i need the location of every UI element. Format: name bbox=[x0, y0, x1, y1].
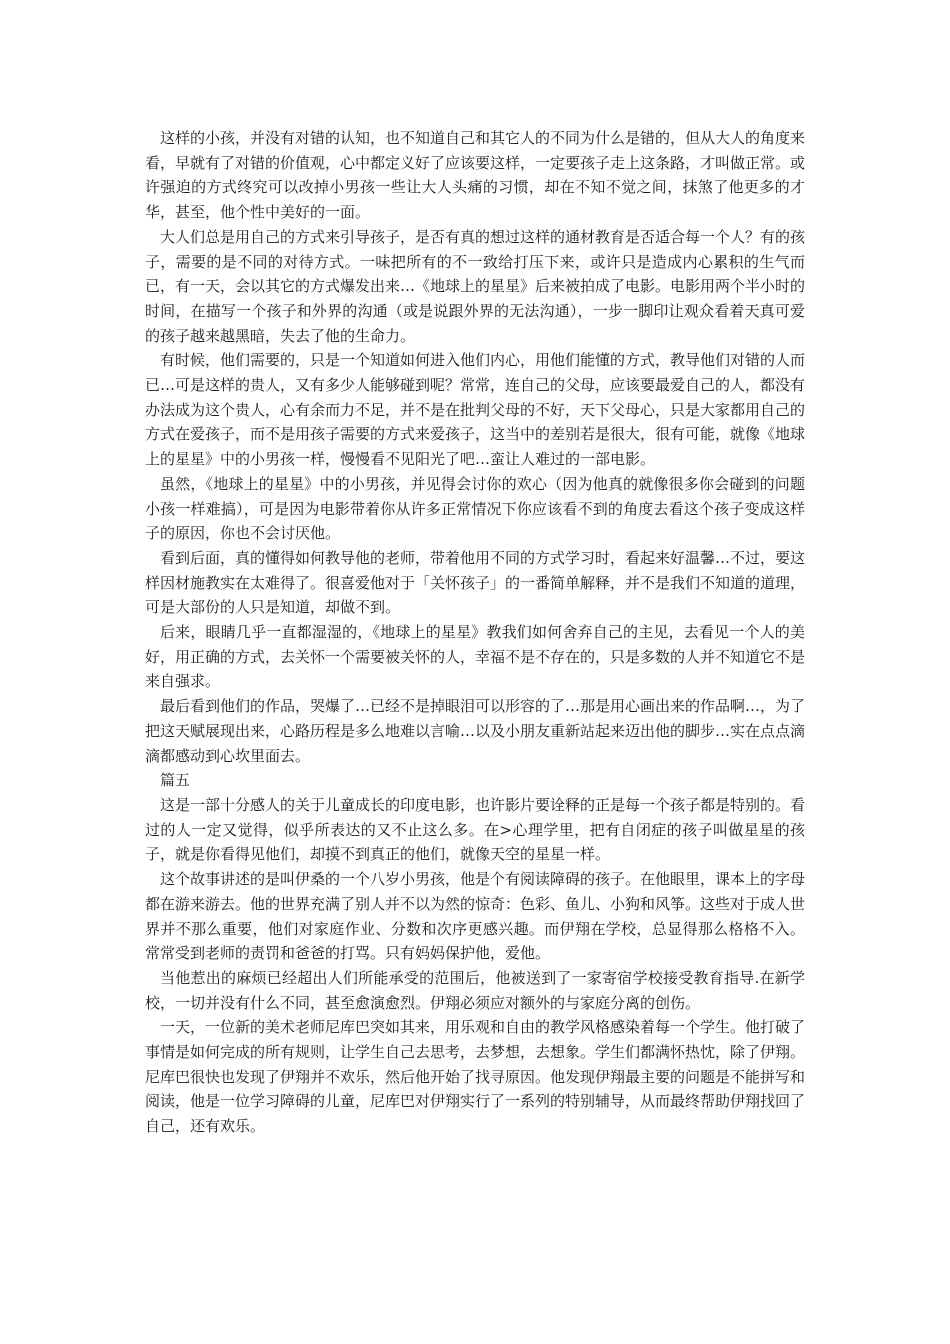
section-heading: 篇五 bbox=[160, 771, 191, 790]
document-page bbox=[145, 126, 805, 1139]
paragraph: 这样的小孩，并没有对错的认知，也不知道自己和其它人的不同为什么是错的，但从大人的角度来看，早就有了对错的价值观，心中都定义好了应该要这样，一定要孩子走上这条路，才叫做正常。或许强迫的方式终究可以改掉小男孩一些让大人头痛的习惯，却在不知不觉之间，抹煞了他更多的才华，甚至，他个性中美好的一面。 bbox=[145, 129, 806, 222]
paragraph: 最后看到他们的作品，哭爆了…已经不是掉眼泪可以形容的了…那是用心画出来的作品啊…，为了把这天赋展现出来，心路历程是多么地难以言喻…以及小朋友重新站起来迈出他的脚步…实在点点滴滴都感动到心坎里面去。 bbox=[145, 697, 806, 765]
paragraph: 看到后面，真的懂得如何教导他的老师，带着他用不同的方式学习时，看起来好温馨…不过，要这样因材施教实在太难得了。很喜爱他对于「关怀孩子」的一番简单解释，并不是我们不知道的道理，可是大部份的人只是知道，却做不到。 bbox=[145, 548, 806, 617]
paragraph: 有时候，他们需要的，只是一个知道如何进入他们内心，用他们能懂的方式，教导他们对错的人而已…可是这样的贵人，又有多少人能够碰到呢？常常，连自己的父母，应该要最爱自己的人，都没有办法成为这个贵人，心有余而力不足，并不是在批判父母的不好，天下父母心，只是大家都用自己的方式在爱孩子，而不是用孩子需要的方式来爱孩子，这当中的差别若是很大，很有可能，就像《地球上的星星》中的小男孩一样，慢慢看不见阳光了吧…蛮让人难过的一部电影。 bbox=[145, 351, 806, 469]
paragraph: 后来，眼睛几乎一直都湿湿的，《地球上的星星》教我们如何舍弃自己的主见，去看见一个人的美好，用正确的方式，去关怀一个需要被关怀的人，幸福不是不存在的，只是多数的人并不知道它不是来自强求。 bbox=[145, 623, 806, 691]
paragraph: 当他惹出的麻烦已经超出人们所能承受的范围后，他被送到了一家寄宿学校接受教育指导.在新学校，一切并没有什么不同，甚至愈演愈烈。伊翔必须应对额外的与家庭分离的创伤。 bbox=[145, 968, 805, 1012]
paragraph: 大人们总是用自己的方式来引导孩子，是否有真的想过这样的通材教育是否适合每一个人？有的孩子，需要的是不同的对待方式。一味把所有的不一致给打压下来，或许只是造成内心累积的生气而已，有一天，会以其它的方式爆发出来…《地球上的星星》后来被拍成了电影。电影用两个半小时的时间，在描写一个孩子和外界的沟通（或是说跟外界的无法沟通），一步一脚印让观众看着天真可爱的孩子越来越黑暗，失去了他的生命力。 bbox=[145, 227, 806, 345]
paragraph: 一天，一位新的美术老师尼库巴突如其来，用乐观和自由的教学风格感染着每一个学生。他打破了事情是如何完成的所有规则，让学生自己去思考，去梦想，去想象。学生们都满怀热忱，除了伊翔。尼库巴很快也发现了伊翔并不欢乐，然后他开始了找寻原因。他发现伊翔最主要的问题是不能拼写和阅读，他是一位学习障碍的儿童，尼库巴对伊翔实行了一系列的特别辅导，从而最终帮助伊翔找回了自己，还有欢乐。 bbox=[145, 1018, 806, 1136]
paragraph: 这个故事讲述的是叫伊桑的一个八岁小男孩，他是个有阅读障碍的孩子。在他眼里，课本上的字母都在游来游去。他的世界充满了别人并不以为然的惊奇：色彩、鱼儿、小狗和风筝。这些对于成人世界并不那么重要，他们对家庭作业、分数和次序更感兴趣。而伊翔在学校，总显得那么格格不入。 常常受到老师的责罚和爸爸的打骂。只有妈妈保护他，爱他。 bbox=[145, 870, 806, 963]
paragraph: 这是一部十分感人的关于儿童成长的印度电影，也许影片要诠释的正是每一个孩子都是特别的。看过的人一定又觉得，似乎所表达的又不止这么多。在>心理学里，把有自闭症的孩子叫做星星的孩子，就是你看得见他们，却摸不到真正的他们，就像天空的星星一样。 bbox=[145, 795, 806, 864]
paragraph: 虽然，《地球上的星星》中的小男孩，并见得会讨你的欢心（因为他真的就像很多你会碰到的问题小孩一样难搞），可是因为电影带着你从许多正常情况下你应该看不到的角度去看这个孩子变成这样子的原因，你也不会讨厌他。 bbox=[145, 474, 805, 543]
